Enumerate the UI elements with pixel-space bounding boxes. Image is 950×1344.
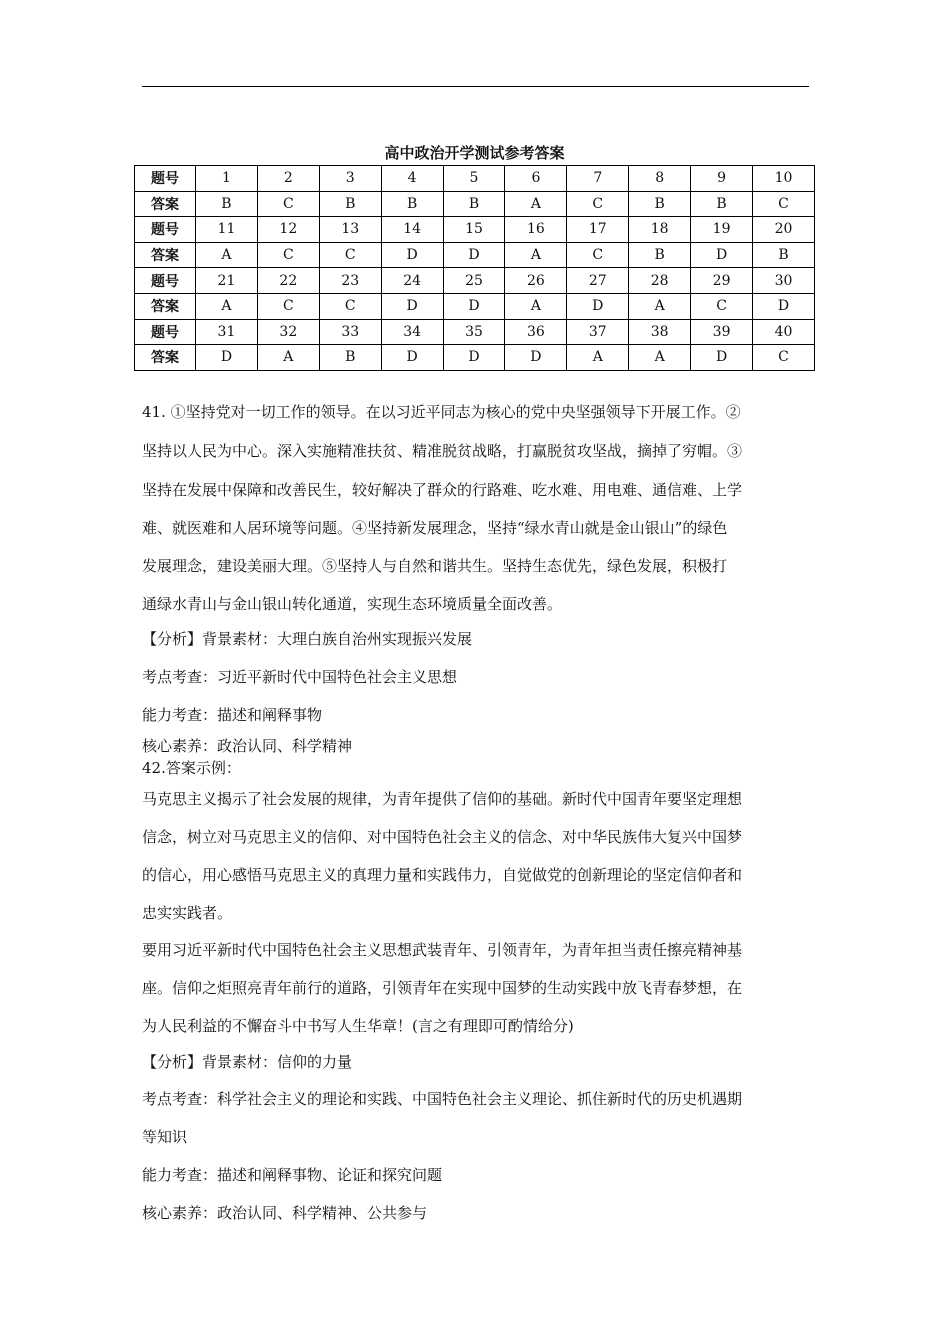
q41-line-5: 发展理念，建设美丽大理。⑤坚持人与自然和谐共生。坚持生态优先，绿色发展，积极打	[142, 557, 728, 575]
answer-cell: C	[753, 345, 815, 371]
answer-cell: C	[319, 293, 381, 319]
question-number-cell: 4	[381, 166, 443, 192]
answer-cell: D	[505, 345, 567, 371]
answer-cell: C	[319, 242, 381, 268]
answer-cell: B	[753, 242, 815, 268]
question-number-cell: 37	[567, 319, 629, 345]
answer-cell: B	[381, 191, 443, 217]
question-number-cell: 26	[505, 268, 567, 294]
q42-line-5: 要用习近平新时代中国特色社会主义思想武装青年、引领青年，为青年担当责任擦亮精神基	[142, 941, 743, 959]
answer-cell: A	[257, 345, 319, 371]
answer-cell: C	[691, 293, 753, 319]
answer-row	[135, 191, 815, 217]
question-number-cell: 35	[443, 319, 505, 345]
answer-cell: D	[381, 345, 443, 371]
question-number-cell: 33	[319, 319, 381, 345]
q41-line-3: 坚持在发展中保障和改善民生，较好解决了群众的行路难、吃水难、用电难、通信难、上学	[142, 481, 743, 499]
q41-nengli: 能力考查：描述和阐释事物	[142, 706, 323, 724]
question-number-cell: 10	[753, 166, 815, 192]
question-number-cell: 8	[629, 166, 691, 192]
q41-line-2: 坚持以人民为中心。深入实施精准扶贫、精准脱贫战略，打赢脱贫攻坚战，摘掉了穷帽。③	[142, 442, 743, 460]
answer-cell: D	[753, 293, 815, 319]
q41-line-1: 41. ①坚持党对一切工作的领导。在以习近平同志为核心的党中央坚强领导下开展工作。②	[142, 403, 741, 421]
question-number-cell: 1	[196, 166, 258, 192]
answer-cell: A	[505, 293, 567, 319]
question-number-cell: 6	[505, 166, 567, 192]
answer-cell: B	[691, 191, 753, 217]
question-number-cell: 40	[753, 319, 815, 345]
row-label-tihao: 题号	[135, 217, 196, 243]
q42-nengli: 能力考查：描述和阐释事物、论证和探究问题	[142, 1166, 443, 1184]
answer-cell: C	[753, 191, 815, 217]
question-number-cell: 34	[381, 319, 443, 345]
question-number-cell: 30	[753, 268, 815, 294]
question-number-cell: 2	[257, 166, 319, 192]
row-label-daan: 答案	[135, 345, 196, 371]
number-row	[135, 166, 815, 192]
question-number-cell: 22	[257, 268, 319, 294]
question-number-cell: 9	[691, 166, 753, 192]
answer-cell: D	[443, 293, 505, 319]
answer-cell: D	[381, 242, 443, 268]
question-number-cell: 18	[629, 217, 691, 243]
q42-analysis: 【分析】背景素材：信仰的力量	[142, 1053, 353, 1071]
q42-line-1: 马克思主义揭示了社会发展的规律，为青年提供了信仰的基础。新时代中国青年要坚定理想	[142, 790, 743, 808]
answer-cell: C	[257, 293, 319, 319]
row-label-tihao: 题号	[135, 319, 196, 345]
question-number-cell: 3	[319, 166, 381, 192]
answer-cell: D	[567, 293, 629, 319]
question-number-cell: 25	[443, 268, 505, 294]
q41-analysis: 【分析】背景素材：大理白族自治州实现振兴发展	[142, 630, 473, 648]
question-number-cell: 20	[753, 217, 815, 243]
answer-cell: A	[629, 345, 691, 371]
answer-cell: B	[196, 191, 258, 217]
q41-line-4: 难、就医难和人居环境等问题。④坚持新发展理念，坚持“绿水青山就是金山银山”的绿色	[142, 519, 728, 537]
q41-line-6: 通绿水青山与金山银山转化通道，实现生态环境质量全面改善。	[142, 595, 563, 613]
answer-cell: C	[257, 242, 319, 268]
q42-line-2: 信念，树立对马克思主义的信仰、对中国特色社会主义的信念、对中华民族伟大复兴中国梦	[142, 828, 743, 846]
q42-suyang: 核心素养：政治认同、科学精神、公共参与	[142, 1204, 428, 1222]
number-row	[135, 268, 815, 294]
answer-table	[134, 165, 815, 371]
row-label-daan: 答案	[135, 242, 196, 268]
question-number-cell: 5	[443, 166, 505, 192]
q42-line-4: 忠实实践者。	[142, 904, 233, 922]
question-number-cell: 14	[381, 217, 443, 243]
question-number-cell: 13	[319, 217, 381, 243]
q42-line-7: 为人民利益的不懈奋斗中书写人生华章！(言之有理即可酌情给分)	[142, 1017, 574, 1035]
answer-cell: C	[567, 242, 629, 268]
question-number-cell: 7	[567, 166, 629, 192]
row-label-tihao: 题号	[135, 166, 196, 192]
q42-heading: 42.答案示例：	[142, 759, 241, 777]
row-label-tihao: 题号	[135, 268, 196, 294]
answer-cell: B	[629, 242, 691, 268]
answer-row	[135, 242, 815, 268]
q41-kaodian: 考点考查：习近平新时代中国特色社会主义思想	[142, 668, 458, 686]
number-row	[135, 217, 815, 243]
answer-cell: A	[567, 345, 629, 371]
answer-cell: A	[505, 191, 567, 217]
question-number-cell: 38	[629, 319, 691, 345]
answer-cell: D	[691, 345, 753, 371]
question-number-cell: 21	[196, 268, 258, 294]
question-number-cell: 12	[257, 217, 319, 243]
q41-suyang: 核心素养：政治认同、科学精神	[142, 737, 353, 755]
answer-cell: B	[319, 345, 381, 371]
q42-line-3: 的信心，用心感悟马克思主义的真理力量和实践伟力，自觉做党的创新理论的坚定信仰者和	[142, 866, 743, 884]
question-number-cell: 19	[691, 217, 753, 243]
q42-line-6: 座。信仰之炬照亮青年前行的道路，引领青年在实现中国梦的生动实践中放飞青春梦想，在	[142, 979, 743, 997]
q42-kaodian-2: 等知识	[142, 1128, 188, 1146]
question-number-cell: 28	[629, 268, 691, 294]
answer-cell: A	[196, 293, 258, 319]
answer-cell: B	[319, 191, 381, 217]
answer-cell: D	[691, 242, 753, 268]
answer-cell: D	[443, 345, 505, 371]
document-title: 高中政治开学测试参考答案	[384, 144, 565, 162]
question-number-cell: 32	[257, 319, 319, 345]
answer-cell: D	[196, 345, 258, 371]
question-number-cell: 27	[567, 268, 629, 294]
q42-kaodian-1: 考点考查：科学社会主义的理论和实践、中国特色社会主义理论、抓住新时代的历史机遇期	[142, 1090, 743, 1108]
question-number-cell: 29	[691, 268, 753, 294]
question-number-cell: 31	[196, 319, 258, 345]
number-row	[135, 319, 815, 345]
answer-cell: A	[196, 242, 258, 268]
answer-cell: C	[567, 191, 629, 217]
answer-row	[135, 345, 815, 371]
question-number-cell: 39	[691, 319, 753, 345]
question-number-cell: 11	[196, 217, 258, 243]
answer-cell: D	[443, 242, 505, 268]
answer-cell: A	[505, 242, 567, 268]
answer-cell: B	[629, 191, 691, 217]
question-number-cell: 17	[567, 217, 629, 243]
header-rule	[142, 86, 809, 87]
question-number-cell: 36	[505, 319, 567, 345]
question-number-cell: 23	[319, 268, 381, 294]
question-number-cell: 15	[443, 217, 505, 243]
question-number-cell: 24	[381, 268, 443, 294]
answer-cell: B	[443, 191, 505, 217]
row-label-daan: 答案	[135, 191, 196, 217]
answer-cell: C	[257, 191, 319, 217]
answer-cell: D	[381, 293, 443, 319]
answer-row	[135, 293, 815, 319]
answer-cell: A	[629, 293, 691, 319]
row-label-daan: 答案	[135, 293, 196, 319]
question-number-cell: 16	[505, 217, 567, 243]
